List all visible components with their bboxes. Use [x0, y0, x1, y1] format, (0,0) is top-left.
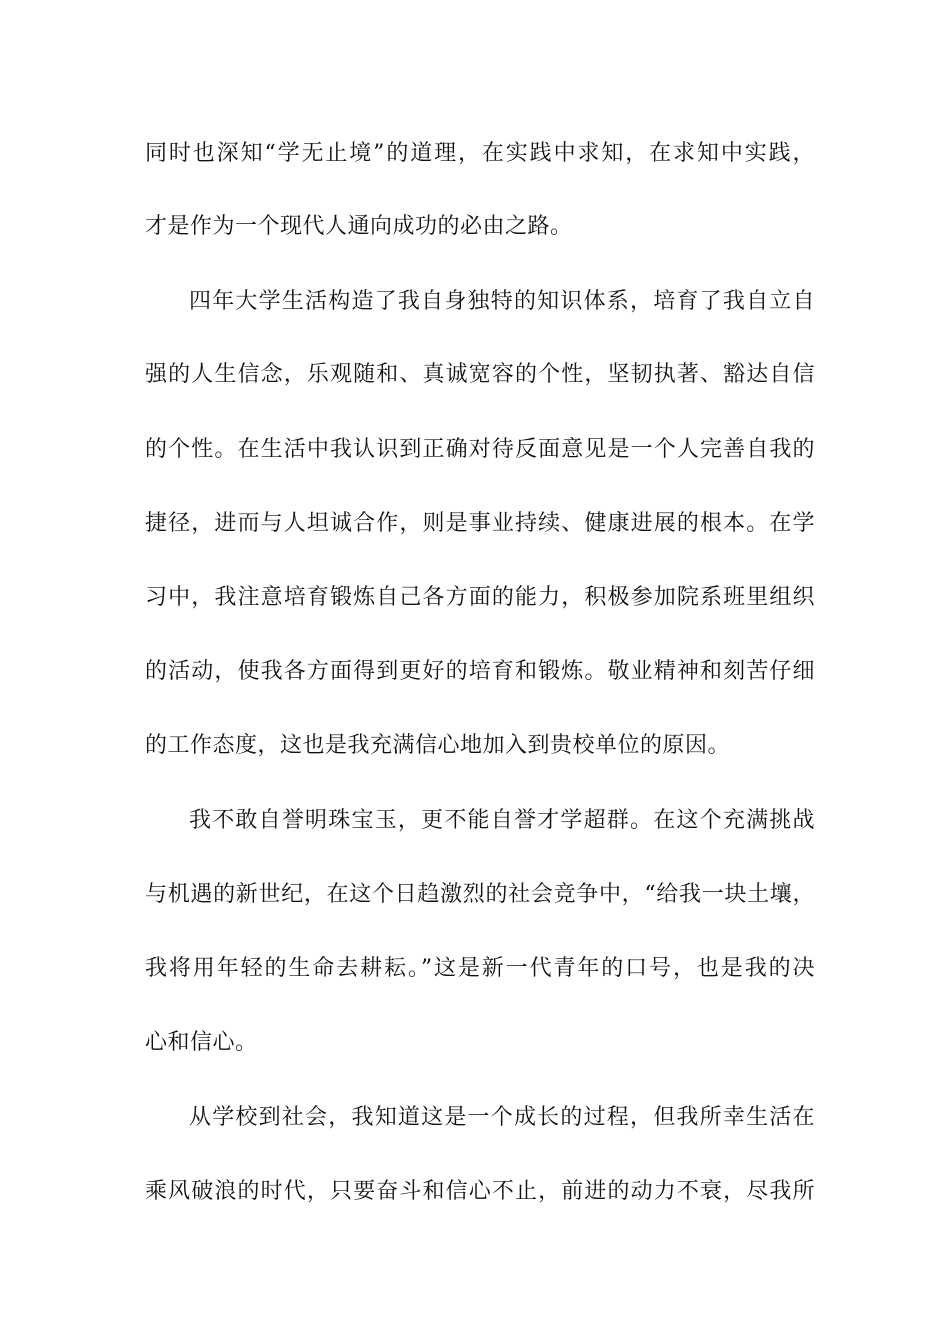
text-line-3: 四年大学生活构造了我自身独特的知识体系，培育了我自立自	[189, 289, 815, 314]
text-line-12: 我将用年轻的生命去耕耘。”这是新一代青年的口号，也是我的决	[145, 956, 815, 981]
text-line-2: 才是作为一个现代人通向成功的必由之路。	[145, 214, 573, 239]
text-line-11: 与机遇的新世纪，在这个日趋激烈的社会竞争中，“给我一块土壤，	[145, 882, 815, 907]
text-line-1: 同时也深知“学无止境”的道理，在实践中求知，在求知中实践，	[145, 141, 815, 166]
text-line-4: 强的人生信念，乐观随和、真诚宽容的个性，坚韧执著、豁达自信	[145, 362, 815, 387]
text-line-10: 我不敢自誉明珠宝玉，更不能自誉才学超群。在这个充满挑战	[189, 808, 815, 833]
text-line-15: 乘风破浪的时代，只要奋斗和信心不止，前进的动力不衰，尽我所	[145, 1179, 815, 1204]
text-line-8: 的活动，使我各方面得到更好的培育和锻炼。敬业精神和刻苦仔细	[145, 659, 815, 684]
text-line-14: 从学校到社会，我知道这是一个成长的过程，但我所幸生活在	[189, 1105, 815, 1130]
text-line-9: 的工作态度，这也是我充满信心地加入到贵校单位的原因。	[145, 733, 731, 758]
text-line-7: 习中，我注意培育锻炼自己各方面的能力，积极参加院系班里组织	[145, 585, 815, 610]
text-line-5: 的个性。在生活中我认识到正确对待反面意见是一个人完善自我的	[145, 437, 815, 462]
text-line-6: 捷径，进而与人坦诚合作，则是事业持续、健康进展的根本。在学	[145, 511, 815, 536]
text-line-13: 心和信心。	[145, 1030, 258, 1055]
